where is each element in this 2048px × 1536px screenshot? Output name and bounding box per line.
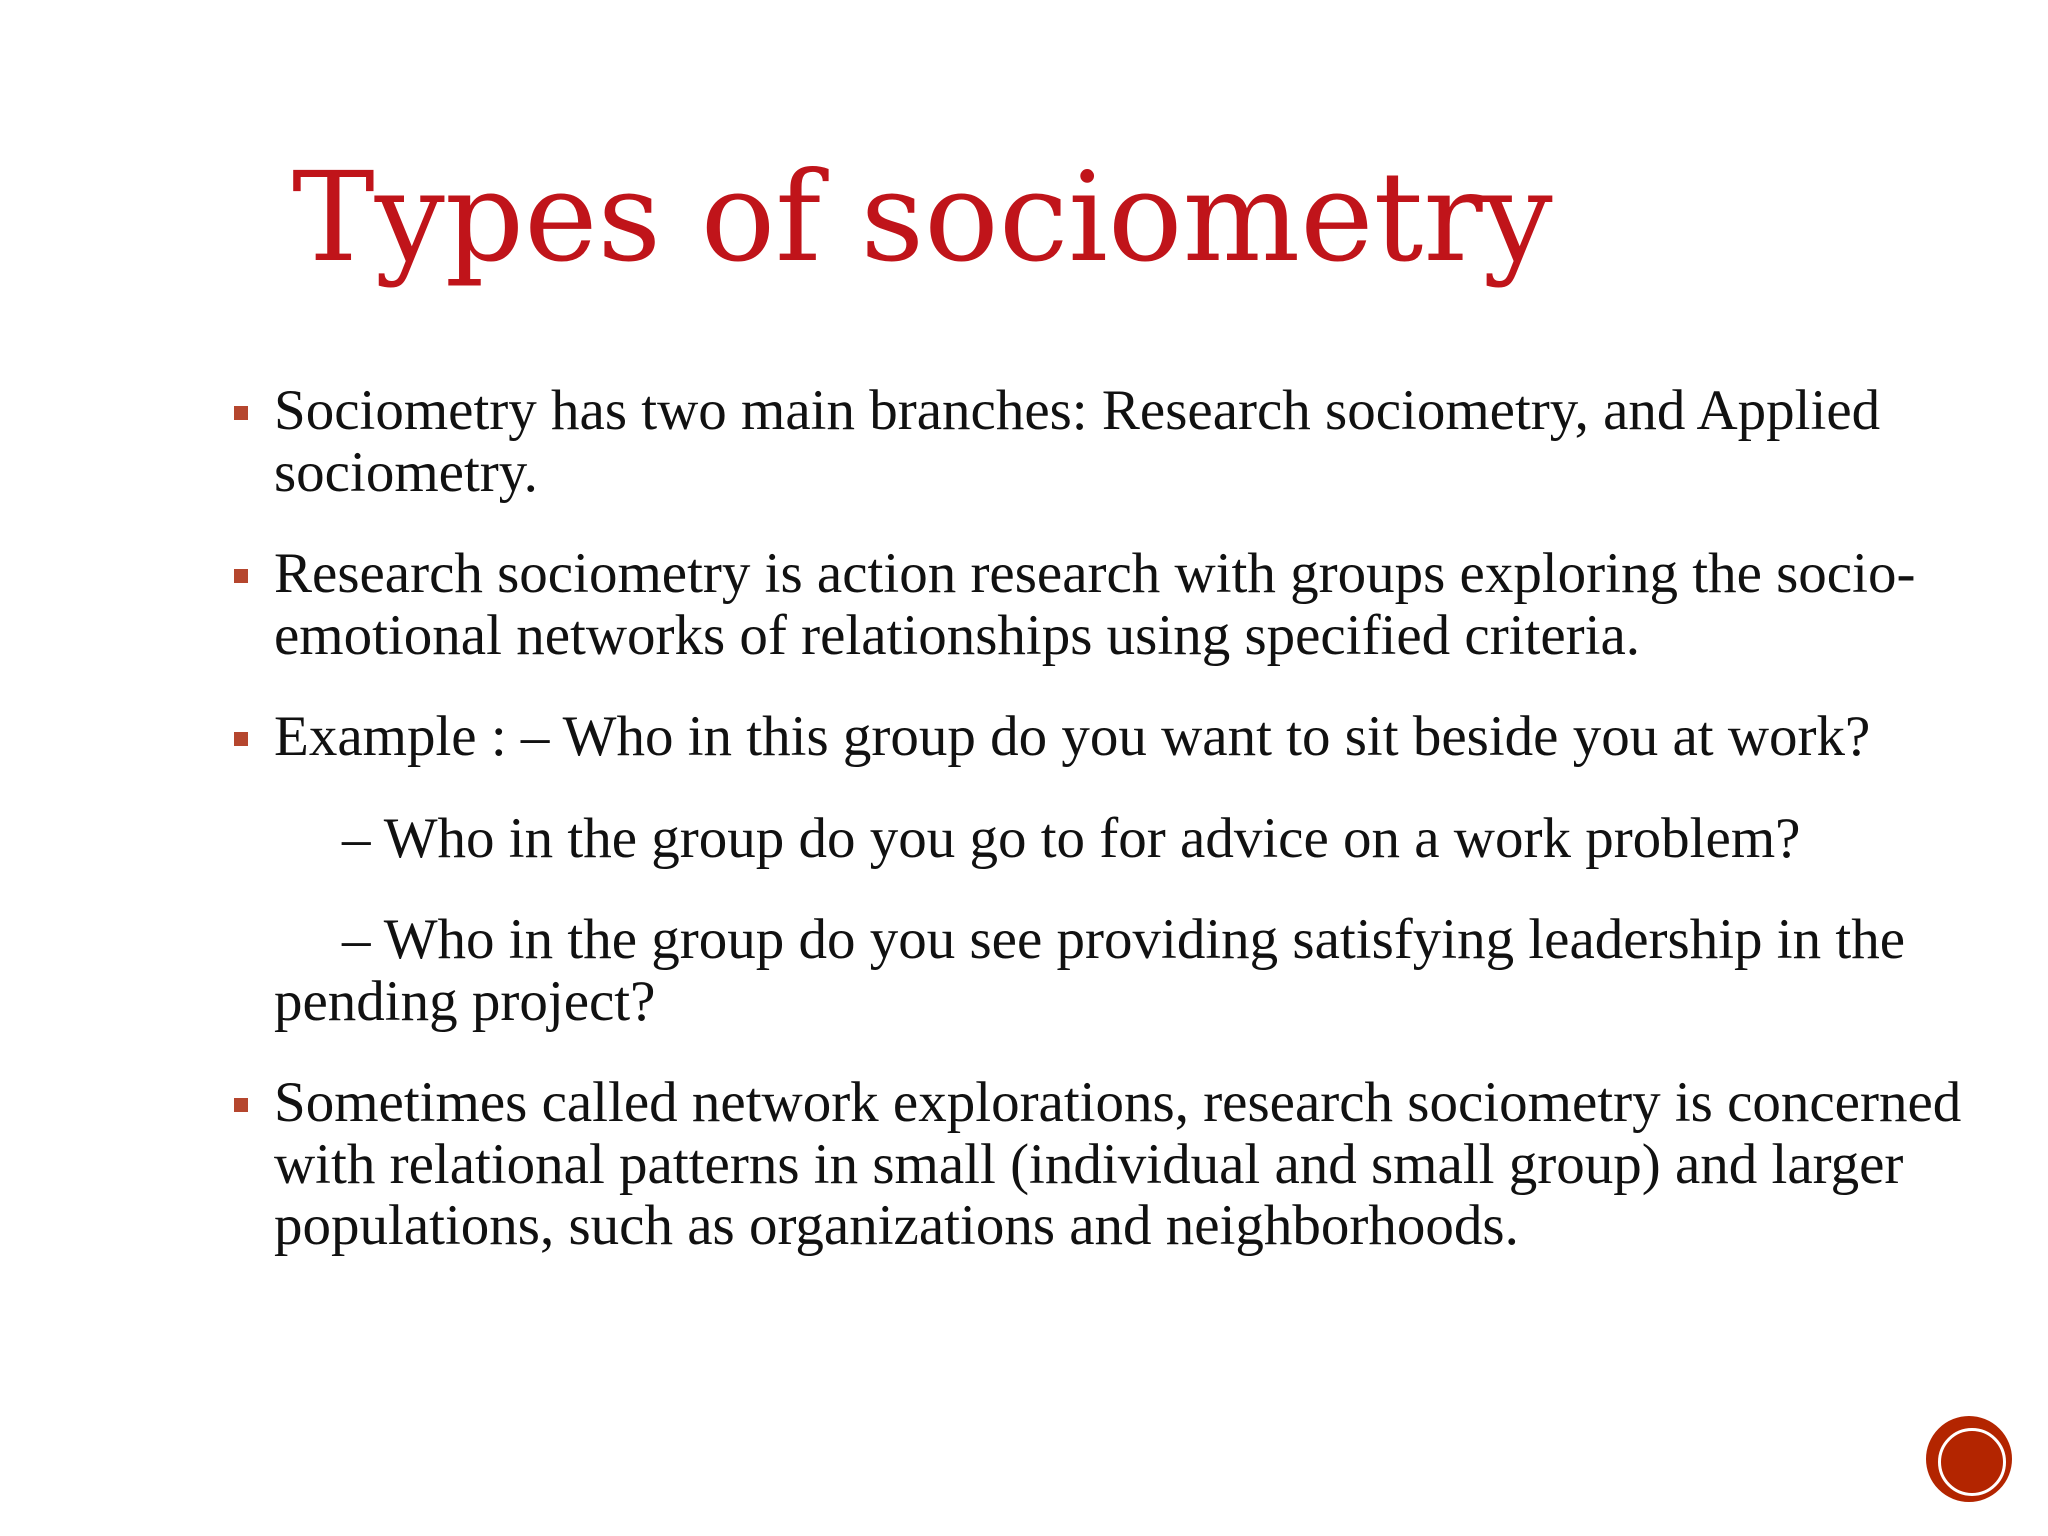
list-item-text: Sometimes called network explorations, research sociometry is concerned with relational patterns in small (individual and small group) and larger populations, such as organizations and neighborhoods. xyxy=(274,1071,1962,1258)
list-item-example-advice xyxy=(230,808,1970,870)
list-item-network xyxy=(230,1072,1970,1257)
list-item-text: Research sociometry is action research with groups exploring the socio-emotional networks of relationships using specified criteria. xyxy=(274,542,1916,667)
list-item-text: Sociometry has two main branches: Research sociometry, and Applied sociometry. xyxy=(274,379,1881,504)
list-item-research xyxy=(230,543,1970,666)
list-item-example-leadership xyxy=(230,909,1970,1032)
list-item-text: – Who in the group do you go to for advice on a work problem? xyxy=(342,806,1801,870)
square-bullet-icon xyxy=(234,569,248,583)
list-item-text: Example : – Who in this group do you want to sit beside you at work? xyxy=(274,705,1871,769)
circle-logo-inner-ring xyxy=(1938,1428,2006,1496)
list-item-example xyxy=(230,706,1970,768)
list-item-branches xyxy=(230,380,1970,503)
square-bullet-icon xyxy=(234,732,248,746)
list-item-text: – Who in the group do you see providing satisfying leadership in the pending project? xyxy=(274,908,1906,1033)
bullet-list xyxy=(230,380,1970,1297)
square-bullet-icon xyxy=(234,1098,248,1112)
slide-title: Types of sociometry xyxy=(292,146,1553,290)
circle-logo-icon xyxy=(1926,1416,2012,1502)
square-bullet-icon xyxy=(234,406,248,420)
